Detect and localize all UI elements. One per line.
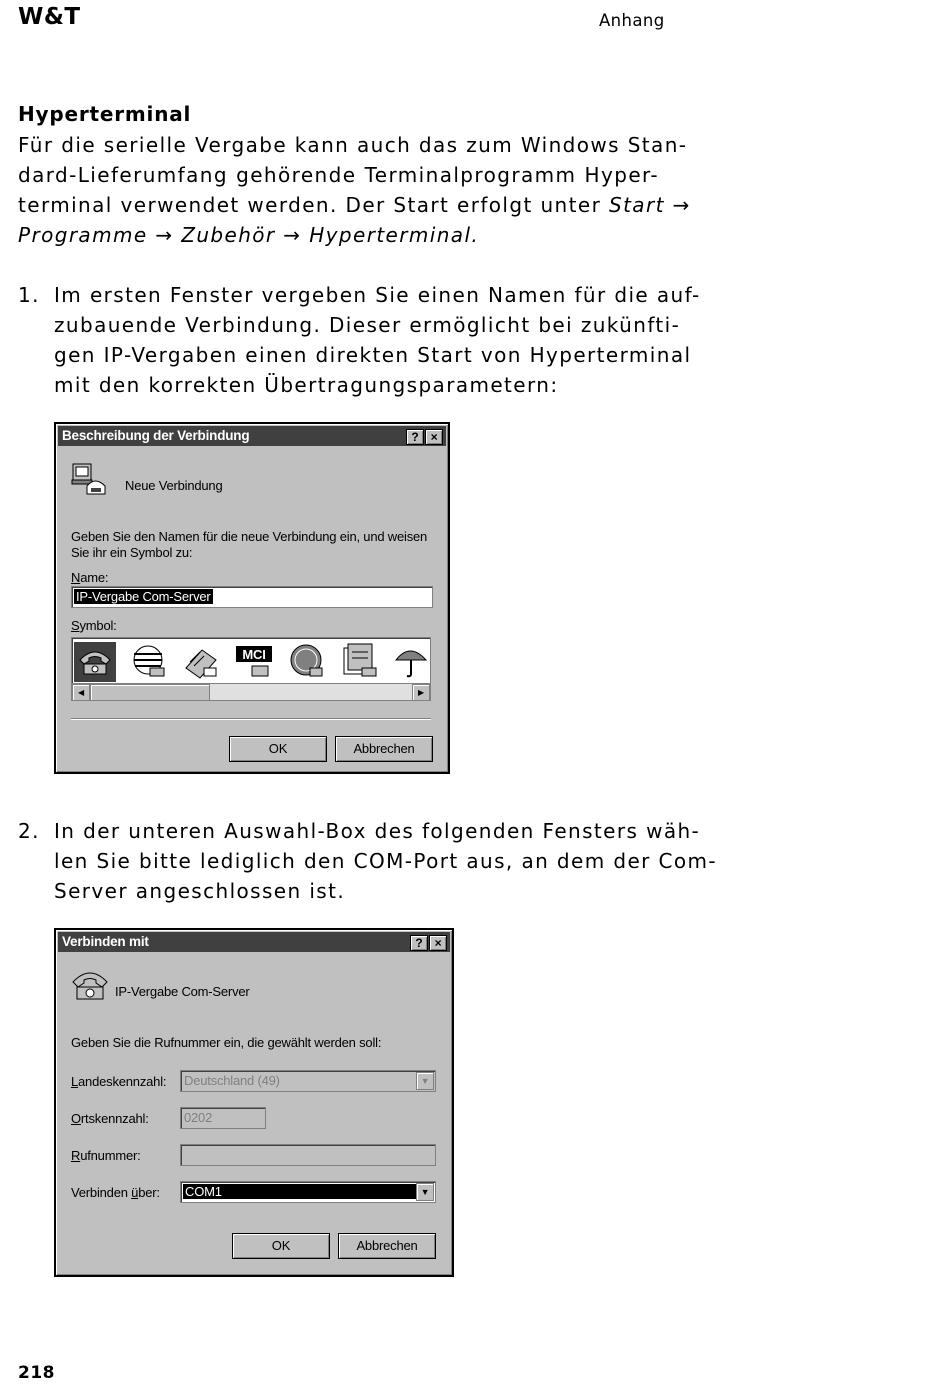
heading: Hyperterminal	[18, 102, 192, 126]
connect-to-dialog	[54, 928, 454, 1277]
cancel-button[interactable]: Abbrechen	[338, 1233, 436, 1259]
help-button[interactable]: ?	[406, 429, 424, 445]
dialog-titlebar	[58, 426, 446, 446]
connection-description-dialog	[54, 422, 450, 774]
phone-icon	[69, 966, 111, 1006]
umbrella-icon[interactable]	[392, 642, 431, 682]
help-button[interactable]: ?	[410, 935, 428, 951]
dialog-description: Geben Sie den Namen für die neue Verbindung ein, und weisen	[71, 529, 428, 544]
step-line: zubauende Verbindung. Dieser ermöglicht bei zukünfti-	[54, 313, 681, 337]
step-line: Im ersten Fenster vergeben Sie einen Namen für die auf-	[54, 283, 701, 307]
dialog-title: Beschreibung der Verbindung	[62, 428, 250, 443]
intro-text: terminal verwendet werden. Der Start erfolgt unter	[18, 193, 609, 217]
chevron-down-icon[interactable]: ▼	[416, 1072, 434, 1090]
dialog-description: Sie ihr ein Symbol zu:	[71, 545, 193, 560]
symbol-scrollbar[interactable]	[72, 683, 430, 700]
symbol-list[interactable]	[71, 637, 431, 701]
close-button[interactable]: ×	[429, 935, 447, 951]
menu-path: Start →	[608, 193, 691, 217]
dialog-title: Verbinden mit	[62, 934, 149, 949]
close-button[interactable]: ×	[425, 429, 443, 445]
cancel-button[interactable]: Abbrechen	[335, 736, 433, 762]
mci-icon[interactable]	[234, 642, 276, 682]
dialog-prompt: Geben Sie die Rufnummer ein, die gewählt werden soll:	[71, 1035, 382, 1050]
ok-button[interactable]: OK	[229, 736, 327, 762]
fax-icon[interactable]	[180, 642, 222, 682]
connect-via-select[interactable]	[180, 1181, 436, 1203]
step-line: mit den korrekten Übertragungsparametern:	[54, 373, 559, 397]
step-line: Server angeschlossen ist.	[54, 879, 346, 903]
connect-via-label: Verbinden über:	[71, 1185, 160, 1200]
step-number: 1.	[18, 283, 40, 307]
scrollbar-thumb[interactable]	[90, 684, 210, 701]
step-line: In der unteren Auswahl-Box des folgenden Fensters wäh-	[54, 819, 701, 843]
name-input-value: IP-Vergabe Com-Server	[76, 589, 211, 604]
divider	[71, 718, 431, 720]
connection-name: IP-Vergabe Com-Server	[115, 984, 250, 999]
connection-icon	[69, 460, 111, 500]
intro-line: dard-Lieferumfang gehörende Terminalprogramm Hyper-	[18, 163, 659, 187]
page-number: 218	[18, 1363, 55, 1383]
phone-number-input[interactable]	[180, 1144, 436, 1166]
symbol-label: Symbol:	[71, 618, 117, 633]
ok-button[interactable]: OK	[232, 1233, 330, 1259]
intro-line	[18, 190, 691, 220]
area-code-label: Ortskennzahl:	[71, 1111, 149, 1126]
chevron-down-icon[interactable]: ▼	[416, 1183, 434, 1201]
country-code-select[interactable]	[180, 1070, 436, 1092]
phone-icon[interactable]	[74, 642, 116, 682]
brand-logo: W&T	[18, 4, 81, 30]
connect-via-value: COM1	[183, 1184, 417, 1199]
scroll-left-icon[interactable]: ◀	[72, 684, 90, 701]
modem-icon[interactable]	[340, 642, 382, 682]
dialog-titlebar	[58, 932, 450, 952]
connection-heading: Neue Verbindung	[125, 478, 223, 493]
intro-paragraph	[18, 130, 691, 250]
menu-path: Programme → Zubehör → Hyperterminal.	[18, 223, 480, 247]
name-label: Name:	[71, 570, 109, 585]
globe-icon[interactable]	[128, 642, 170, 682]
area-code-input[interactable]	[180, 1107, 266, 1129]
scroll-right-icon[interactable]: ▶	[412, 684, 430, 701]
country-code-value: Deutschland (49)	[184, 1073, 280, 1088]
step-text	[54, 280, 701, 400]
phone-number-label: Rufnummer:	[71, 1148, 141, 1163]
step-text	[54, 816, 718, 906]
area-code-value: 0202	[184, 1110, 213, 1125]
intro-line: Für die serielle Vergabe kann auch das zum Windows Stan-	[18, 133, 688, 157]
step-number: 2.	[18, 819, 40, 843]
ge-icon[interactable]	[286, 642, 328, 682]
name-input[interactable]	[71, 586, 433, 608]
section-title: Anhang	[599, 11, 665, 30]
step-line: gen IP-Vergaben einen direkten Start von Hyperterminal	[54, 343, 692, 367]
intro-line	[18, 220, 659, 250]
step-line: len Sie bitte lediglich den COM-Port aus, an dem der Com-	[54, 849, 718, 873]
mci-label: MCI	[242, 647, 266, 662]
country-code-label: Landeskennzahl:	[71, 1074, 167, 1089]
